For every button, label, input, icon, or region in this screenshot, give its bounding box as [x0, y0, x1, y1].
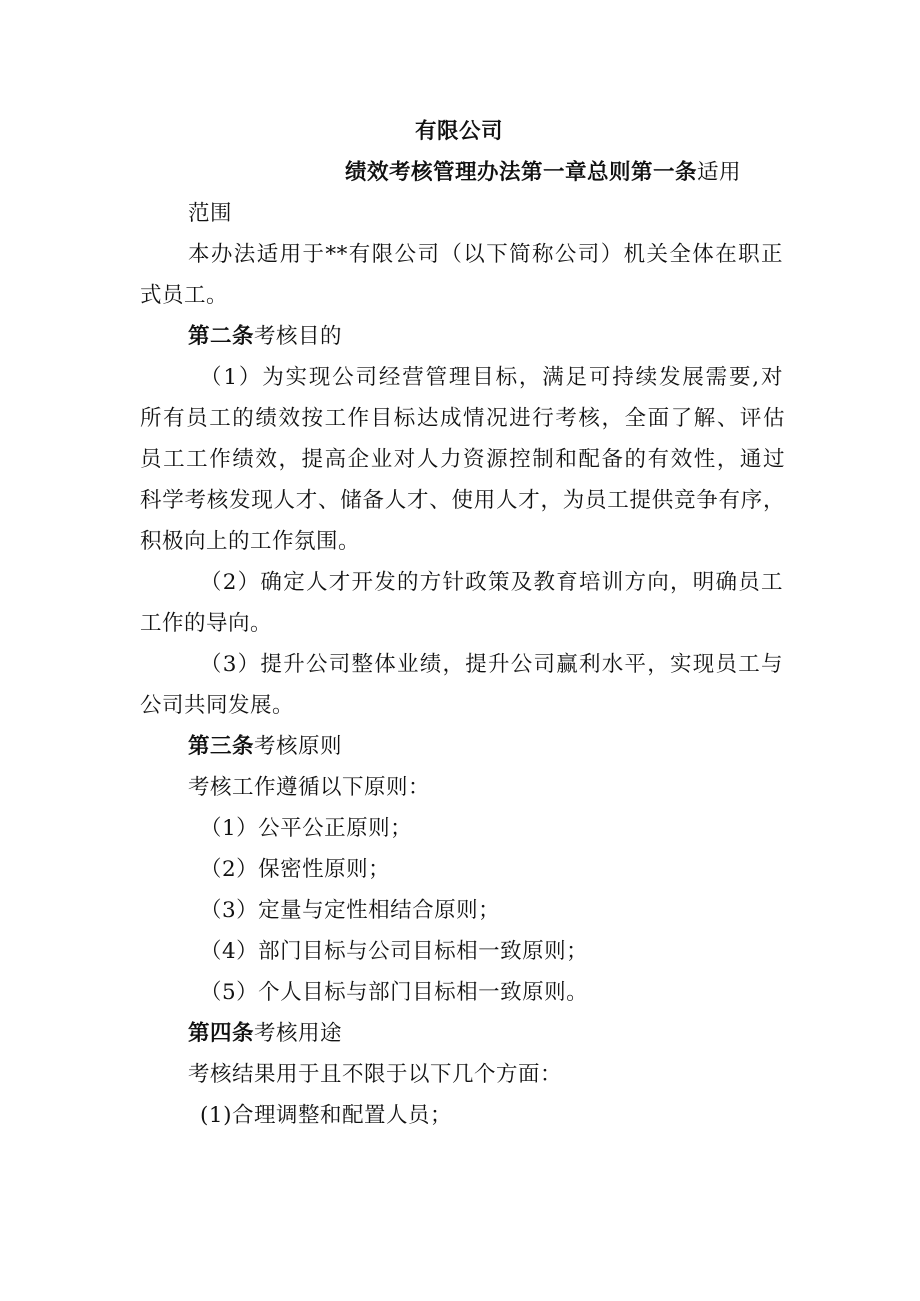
article3-item1: （1）公平公正原则； [200, 816, 413, 841]
article3-item2: （2）保密性原则； [200, 857, 391, 882]
article2-p1-line2: 所有员工的绩效按工作目标达成情况进行考核，全面了解、评估 [140, 406, 785, 431]
article3-item3: （3）定量与定性相结合原则； [200, 898, 501, 923]
article4-label: 第四条 [188, 1021, 255, 1046]
article2-p1-line3: 员工工作绩效，提高企业对人力资源控制和配备的有效性，通过 [140, 447, 785, 472]
article2-title: 考核目的 [254, 324, 343, 349]
article3-item5: （5）个人目标与部门目标相一致原则。 [200, 980, 589, 1005]
document-title-rest: 适用 [697, 160, 742, 185]
document-title [345, 157, 741, 189]
article2-p3-line1: （3）提升公司整体业绩，提升公司赢利水平，实现员工与 [200, 652, 783, 677]
article4-item1: (1)合理调整和配置人员； [200, 1103, 452, 1128]
article3-heading [188, 731, 342, 763]
article2-p3-line2: 公司共同发展。 [140, 693, 295, 718]
article4-heading [188, 1018, 342, 1050]
article2-heading [188, 321, 342, 353]
article4-title: 考核用途 [254, 1021, 343, 1046]
article3-label: 第三条 [188, 734, 255, 759]
title-continuation: 范围 [188, 201, 233, 226]
document-title-bold: 绩效考核管理办法第一章总则第一条 [345, 160, 698, 185]
company-name: 有限公司 [415, 119, 504, 144]
article3-title: 考核原则 [254, 734, 343, 759]
article1-line2: 式员工。 [140, 283, 229, 308]
article2-p2-line1: （2）确定人才开发的方针政策及教育培训方向，明确员工 [200, 570, 783, 595]
article4-intro: 考核结果用于且不限于以下几个方面： [188, 1062, 563, 1087]
article2-p1-line1: （1）为实现公司经营管理目标，满足可持续发展需要,对 [200, 365, 783, 390]
article2-p2-line2: 工作的导向。 [140, 611, 273, 636]
article3-item4: （4）部门目标与公司目标相一致原则； [200, 939, 589, 964]
article2-p1-line5: 积极向上的工作氛围。 [140, 529, 361, 554]
article1-line1: 本办法适用于**有限公司（以下简称公司）机关全体在职正 [188, 242, 783, 267]
article3-intro: 考核工作遵循以下原则： [188, 775, 431, 800]
article2-p1-line4: 科学考核发现人才、储备人才、使用人才，为员工提供竞争有序， [140, 488, 785, 513]
article2-label: 第二条 [188, 324, 255, 349]
